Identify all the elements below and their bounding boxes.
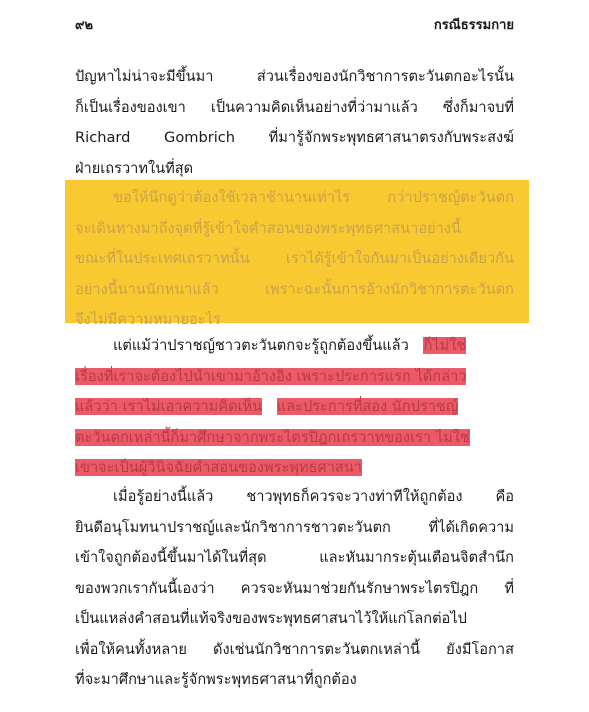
text-line: เมื่อรู้อย่างนี้แล้ว ชาวพุทธก็ควรจะวางท่าทีให้ถูกต้อง คือ (113, 488, 514, 505)
plain-text: แต่แม้ว่าปราชญ์ชาวตะวันตกจะรู้ถูกต้องขึ้นแล้ว (113, 337, 409, 354)
text-line: ขณะที่ในประเทศเถรวาทนั้น เราได้รู้เข้าใจกันมาเป็นอย่างเดียวกัน (75, 250, 514, 267)
text-line (75, 362, 514, 393)
text-line: ก็เป็นเรื่องของเขา เป็นความคิดเห็นอย่างที่ว่ามาแล้ว ซึ่งก็มาจบที่ (75, 98, 514, 116)
red-highlight: เขาจะเป็นผู้วินิจฉัยคำสอนของพระพุทธศาสนา (75, 459, 362, 476)
paragraph-2 (75, 183, 514, 336)
text-line: จึงไม่มีความหมายอะไร (75, 311, 221, 328)
paragraph-4 (75, 482, 514, 696)
text-line: ของพวกเรากันนี้เองว่า ควรจะหันมาช่วยกันรักษาพระไตรปิฎก ที่ (75, 579, 514, 597)
text-line: ฝ่ายเถรวาทในที่สุด (75, 159, 194, 177)
text-line: อย่างนี้นานนักหนาแล้ว เพราะฉะนั้นการอ้างนักวิชาการตะวันตก (75, 280, 514, 298)
red-highlight: ก็ไม่ใช่ (423, 337, 467, 354)
text-line (75, 331, 514, 362)
paragraph-1 (75, 62, 514, 184)
page-header (75, 14, 514, 34)
text-line: เข้าใจถูกต้องนี้ขึ้นมาได้ในที่สุด และหันมากระตุ้นเตือนจิตสำนึก (75, 549, 514, 566)
red-highlight: เรื่องที่เราจะต้องไปนำเขามาอ้างอิง เพราะประการแรก ได้กล่าว (75, 367, 467, 385)
text-line: เป็นแหล่งคำสอนที่แท้จริงของพระพุทธศาสนาไว้ให้แก่โลกต่อไป (75, 610, 467, 627)
text-line: จะเดินทางมาถึงจุดที่รู้เข้าใจคำสอนของพระพุทธศาสนาอย่างนี้ (75, 219, 461, 237)
text-line: ปัญหาไม่น่าจะมีขึ้นมา ส่วนเรื่องของนักวิชาการตะวันตกอะไรนั้น (75, 68, 514, 85)
text-line (75, 392, 514, 423)
paragraph-3 (75, 331, 514, 484)
text-line: Richard Gombrich ที่มารู้จักพระพุทธศาสนาตรงกับพระสงฆ์ (75, 129, 514, 146)
running-title: กรณีธรรมกาย (433, 18, 514, 33)
text-line: ขอให้นึกดูว่าต้องใช้เวลาช้านานเท่าไร กว่าปราชญ์ตะวันตก (113, 189, 514, 206)
red-highlight: ตะวันตกเหล่านี้ก็มาศึกษาจากพระไตรปิฎกเถรวาทของเรา ไม่ใช่ (75, 428, 470, 446)
text-line: ที่จะมาศึกษาและรู้จักพระพุทธศาสนาที่ถูกต้อง (75, 671, 357, 688)
text-line (75, 423, 514, 454)
text-line: ยินดีอนุโมทนาปราชญ์และนักวิชาการชาวตะวันตก ที่ได้เกิดความ (75, 518, 514, 536)
red-highlight: แล้วว่า เราไม่เอาความคิดเห็น (75, 398, 263, 415)
text-line: เพื่อให้คนทั้งหลาย ดังเช่นนักวิชาการตะวันตกเหล่านี้ ยังมีโอกาส (75, 640, 514, 658)
red-highlight: และประการที่สอง นักปราชญ์ (276, 398, 459, 415)
text-line (75, 453, 514, 484)
page-number: ๙๒ (75, 18, 94, 33)
